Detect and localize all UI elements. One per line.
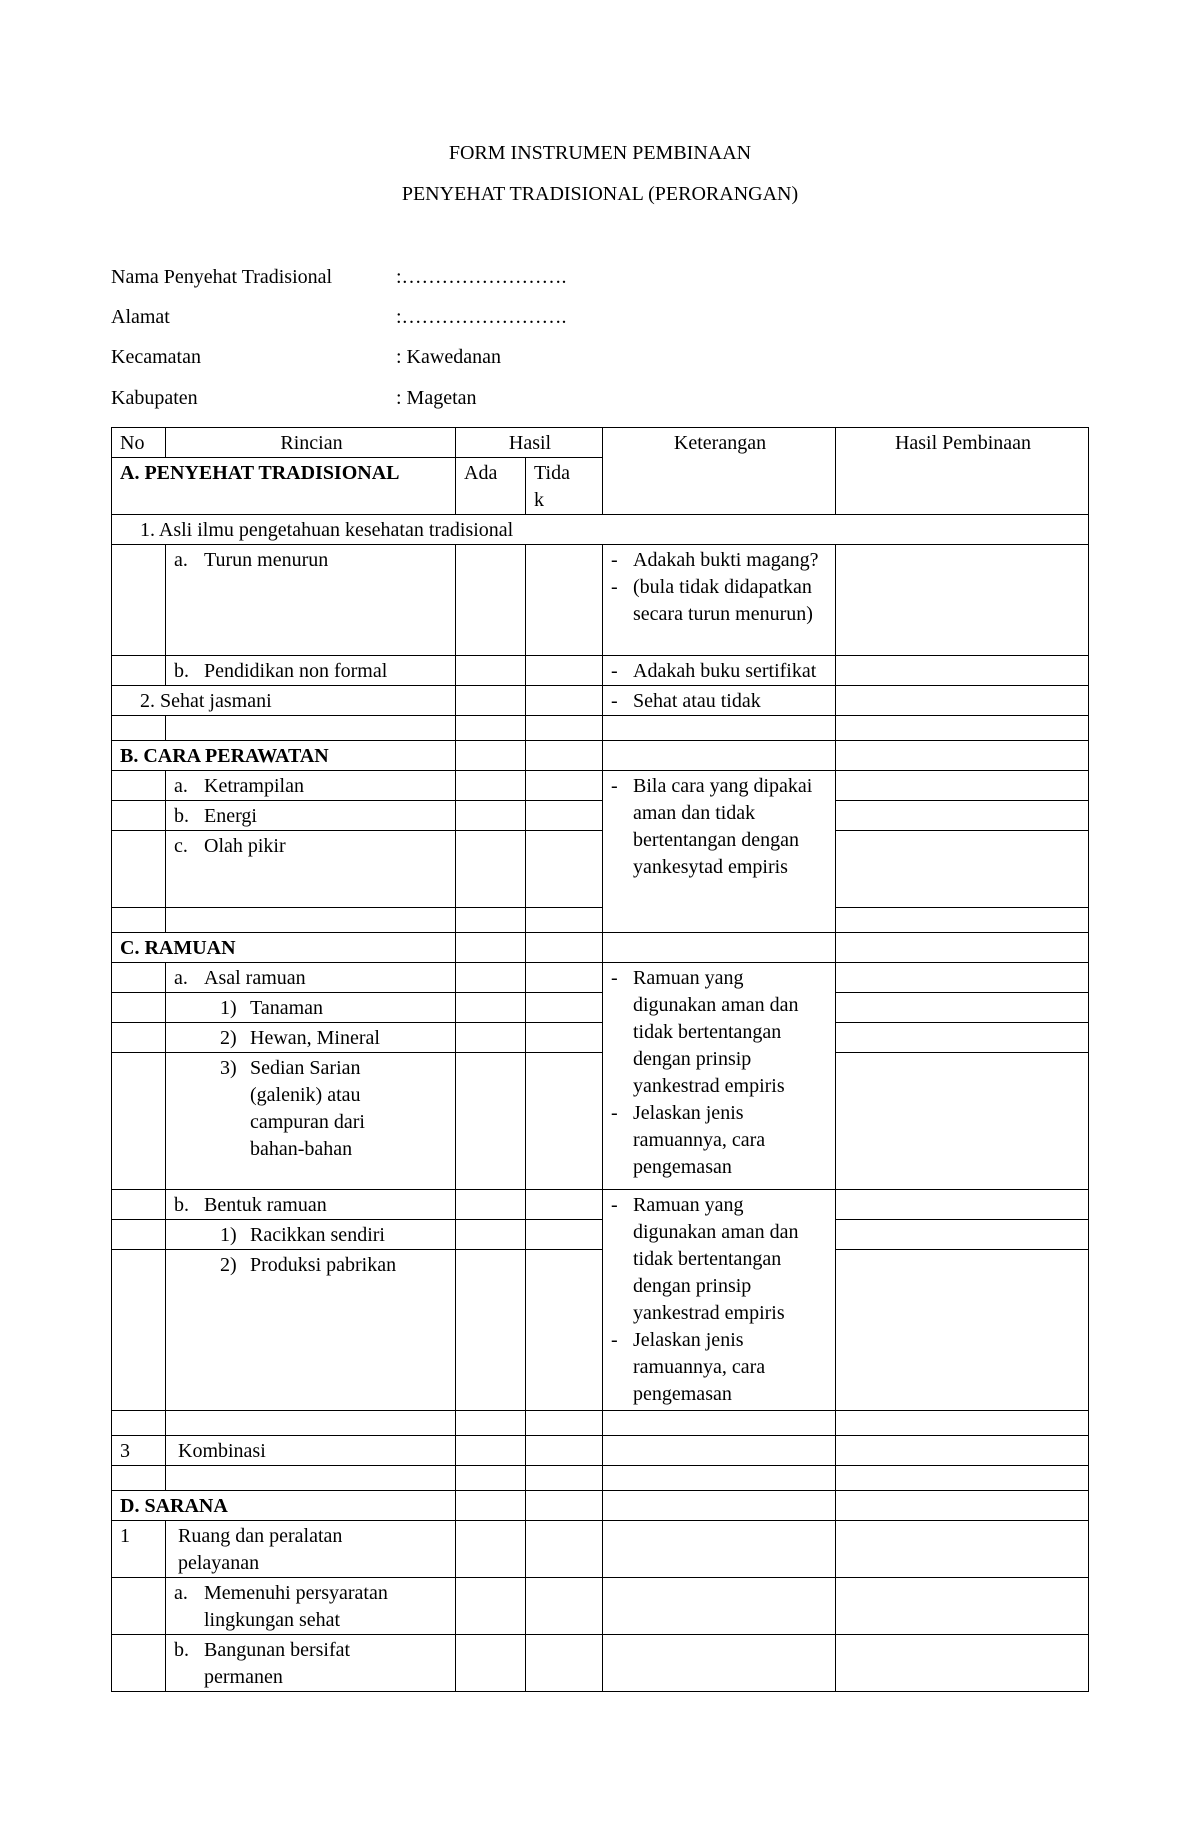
cell-ada[interactable] [456, 771, 526, 801]
table-row [112, 831, 1089, 908]
keterangan-a2 [603, 686, 836, 716]
item-text: Pendidikan non formal [204, 660, 388, 682]
ket-text: Sehat atau tidak [633, 690, 761, 712]
cell-tidak[interactable] [526, 831, 603, 908]
table-row [112, 1190, 1089, 1220]
item-label: 1) [220, 997, 237, 1019]
cell-ada[interactable] [456, 686, 526, 716]
item-c-a1 [166, 993, 456, 1023]
item-a2: 2. Sehat jasmani [112, 686, 456, 716]
cell-ada[interactable] [456, 1578, 526, 1635]
table-row [112, 771, 1089, 801]
cell-hasil-pembinaan[interactable] [836, 1521, 1089, 1578]
info-label-kecamatan: Kecamatan [111, 346, 201, 368]
table-row [112, 1491, 1089, 1521]
keterangan-c-a [603, 963, 836, 1190]
ket-text: Jelaskan jenis ramuannya, cara pengemasan [633, 1102, 766, 1178]
item-c-a3 [166, 1053, 456, 1190]
header-tidak: Tida k [526, 458, 603, 515]
table-row [112, 801, 1089, 831]
cell-tidak[interactable] [526, 771, 603, 801]
item-text: Bentuk ramuan [204, 1194, 327, 1216]
item-no: 3 [112, 1436, 166, 1466]
header-hasil-pembinaan: Hasil Pembinaan [836, 428, 1089, 515]
table-row [112, 1220, 1089, 1250]
item-c-b [166, 1190, 456, 1220]
item-text: Memenuhi persyaratan lingkungan sehat [204, 1582, 388, 1631]
cell-tidak[interactable] [526, 1023, 603, 1053]
item-no: 1 [112, 1521, 166, 1578]
item-text: Produksi pabrikan [250, 1254, 397, 1276]
ket-text: Adakah buku sertifikat [633, 660, 817, 682]
cell-hasil-pembinaan[interactable] [836, 1023, 1089, 1053]
header-no: No [112, 428, 166, 458]
item-label: a. [174, 1582, 188, 1604]
item-text: Asal ramuan [204, 967, 306, 989]
item-text: Olah pikir [204, 835, 286, 857]
cell-tidak[interactable] [526, 1521, 603, 1578]
cell-hasil-pembinaan[interactable] [836, 831, 1089, 908]
keterangan-a1a [603, 545, 836, 656]
info-label-nama: Nama Penyehat Tradisional [111, 266, 333, 288]
header-hasil: Hasil [456, 428, 603, 458]
item-text: Tanaman [250, 997, 324, 1019]
item-label: 2) [220, 1254, 237, 1276]
cell-ada[interactable] [456, 1220, 526, 1250]
dash-bullet: - [611, 1329, 618, 1351]
dash-bullet: - [611, 1102, 618, 1124]
cell-ada[interactable] [456, 1250, 526, 1411]
ket-text: Ramuan yang digunakan aman dan tidak bertentangan dengan prinsip yankestrad empiris [633, 1194, 799, 1324]
cell-ada[interactable] [456, 1190, 526, 1220]
item-label: 2) [220, 1027, 237, 1049]
table-row [112, 1635, 1089, 1692]
cell-tidak[interactable] [526, 801, 603, 831]
item-c-a2 [166, 1023, 456, 1053]
item-c-a [166, 963, 456, 993]
table-row [112, 1466, 1089, 1491]
keterangan-b [603, 771, 836, 933]
item-d1: Ruang dan peralatan pelayanan [166, 1521, 456, 1578]
item-label: 3) [220, 1057, 237, 1079]
section-a-heading: A. PENYEHAT TRADISIONAL [112, 458, 456, 515]
table-row [112, 686, 1089, 716]
cell-tidak[interactable] [526, 1220, 603, 1250]
item-b-c [166, 831, 456, 908]
cell-hasil-pembinaan[interactable] [836, 686, 1089, 716]
table-row [112, 1578, 1089, 1635]
table-row [112, 1023, 1089, 1053]
item-c3: Kombinasi [166, 1436, 456, 1466]
cell-hasil-pembinaan[interactable] [836, 1436, 1089, 1466]
cell-hasil-pembinaan[interactable] [836, 545, 1089, 656]
info-value-nama[interactable]: :……………………. [396, 266, 567, 288]
dash-bullet: - [611, 549, 618, 571]
keterangan-c-b [603, 1190, 836, 1411]
cell-ada[interactable] [456, 545, 526, 656]
section-d-heading: D. SARANA [112, 1491, 456, 1521]
section-c-heading: C. RAMUAN [112, 933, 456, 963]
cell-ada[interactable] [456, 963, 526, 993]
cell-empty [112, 656, 166, 686]
item-text: Turun menurun [204, 549, 329, 571]
item-text: Racikkan sendiri [250, 1224, 385, 1246]
item-c-b2 [166, 1250, 456, 1411]
cell-hasil-pembinaan[interactable] [836, 1635, 1089, 1692]
cell-tidak[interactable] [526, 1053, 603, 1190]
item-b-a [166, 771, 456, 801]
keterangan-a1b [603, 656, 836, 686]
cell-tidak[interactable] [526, 1578, 603, 1635]
item-a1b [166, 656, 456, 686]
dash-bullet: - [611, 576, 618, 598]
cell-ada[interactable] [456, 1053, 526, 1190]
table-row [112, 1436, 1089, 1466]
cell-ada[interactable] [456, 831, 526, 908]
item-text: Bangunan bersifat permanen [204, 1639, 351, 1688]
item-c-b1 [166, 1220, 456, 1250]
form-title: FORM INSTRUMEN PEMBINAAN [448, 142, 752, 164]
item-label: b. [174, 805, 189, 827]
info-value-kecamatan: : Kawedanan [396, 346, 501, 368]
cell-ada[interactable] [456, 1436, 526, 1466]
item-d1a [166, 1578, 456, 1635]
info-value-kabupaten: : Magetan [396, 387, 477, 409]
form-subtitle: PENYEHAT TRADISIONAL (PERORANGAN) [401, 183, 799, 205]
cell-empty [112, 545, 166, 656]
cell-ada[interactable] [456, 656, 526, 686]
cell-hasil-pembinaan[interactable] [836, 1220, 1089, 1250]
section-b-heading: B. CARA PERAWATAN [112, 741, 456, 771]
header-keterangan: Keterangan [603, 428, 836, 515]
info-label-kabupaten: Kabupaten [111, 387, 198, 409]
cell-tidak[interactable] [526, 1250, 603, 1411]
info-value-alamat[interactable]: :……………………. [396, 306, 567, 328]
item-a1: 1. Asli ilmu pengetahuan kesehatan tradisional [112, 515, 1089, 545]
dash-bullet: - [611, 1194, 618, 1216]
header-rincian: Rincian [166, 428, 456, 458]
ket-text: Jelaskan jenis ramuannya, cara pengemasan [633, 1329, 766, 1405]
info-label-alamat: Alamat [111, 306, 170, 328]
cell-tidak[interactable] [526, 993, 603, 1023]
cell-hasil-pembinaan[interactable] [836, 771, 1089, 801]
dash-bullet: - [611, 967, 618, 989]
dash-bullet: - [611, 775, 618, 797]
cell-ada[interactable] [456, 1635, 526, 1692]
table-row [112, 908, 1089, 933]
item-b-b [166, 801, 456, 831]
dash-bullet: - [611, 660, 618, 682]
table-row [112, 545, 1089, 656]
item-label: c. [174, 835, 188, 857]
item-d1b [166, 1635, 456, 1692]
ket-text: Bila cara yang dipakai aman dan tidak bertentangan dengan yankesytad empiris [633, 775, 813, 878]
item-text: Sedian Sarian (galenik) atau campuran dari bahan-bahan [250, 1057, 365, 1160]
table-row [112, 656, 1089, 686]
dash-bullet: - [611, 690, 618, 712]
cell-ada[interactable] [456, 1023, 526, 1053]
table-row [112, 1053, 1089, 1190]
table-row [112, 741, 1089, 771]
cell-hasil-pembinaan[interactable] [836, 1190, 1089, 1220]
item-label: a. [174, 775, 188, 797]
cell-tidak[interactable] [526, 686, 603, 716]
table-row [112, 716, 1089, 741]
table-row [112, 1521, 1089, 1578]
cell-tidak[interactable] [526, 963, 603, 993]
header-row [112, 428, 1089, 458]
item-text: Hewan, Mineral [250, 1027, 380, 1049]
cell-tidak[interactable] [526, 1190, 603, 1220]
cell-hasil-pembinaan[interactable] [836, 1578, 1089, 1635]
cell-hasil-pembinaan[interactable] [836, 963, 1089, 993]
table-row [112, 993, 1089, 1023]
table-row [112, 963, 1089, 993]
cell-ada[interactable] [456, 801, 526, 831]
cell-hasil-pembinaan[interactable] [836, 656, 1089, 686]
ket-text: Ramuan yang digunakan aman dan tidak bertentangan dengan prinsip yankestrad empiris [633, 967, 799, 1097]
table-row [112, 1411, 1089, 1436]
cell-hasil-pembinaan[interactable] [836, 1250, 1089, 1411]
cell-hasil-pembinaan[interactable] [836, 1053, 1089, 1190]
cell-hasil-pembinaan[interactable] [836, 801, 1089, 831]
item-text: Ketrampilan [204, 775, 304, 797]
item-label: b. [174, 660, 189, 682]
item-label: b. [174, 1194, 189, 1216]
item-a1a [166, 545, 456, 656]
table-row [112, 515, 1089, 545]
header-ada: Ada [456, 458, 526, 515]
ket-text: (bula tidak didapatkan secara turun menurun) [633, 576, 813, 625]
table-row [112, 1250, 1089, 1411]
cell-tidak[interactable] [526, 1635, 603, 1692]
item-label: a. [174, 967, 188, 989]
item-label: a. [174, 549, 188, 571]
item-text: Energi [204, 805, 257, 827]
item-label: b. [174, 1639, 189, 1661]
cell-hasil-pembinaan[interactable] [836, 993, 1089, 1023]
table-row [112, 933, 1089, 963]
cell-tidak[interactable] [526, 1436, 603, 1466]
cell-tidak[interactable] [526, 545, 603, 656]
ket-text: Adakah bukti magang? [633, 549, 819, 571]
cell-tidak[interactable] [526, 656, 603, 686]
cell-ada[interactable] [456, 1521, 526, 1578]
item-label: 1) [220, 1224, 237, 1246]
cell-ada[interactable] [456, 993, 526, 1023]
assessment-table [111, 427, 1089, 1692]
